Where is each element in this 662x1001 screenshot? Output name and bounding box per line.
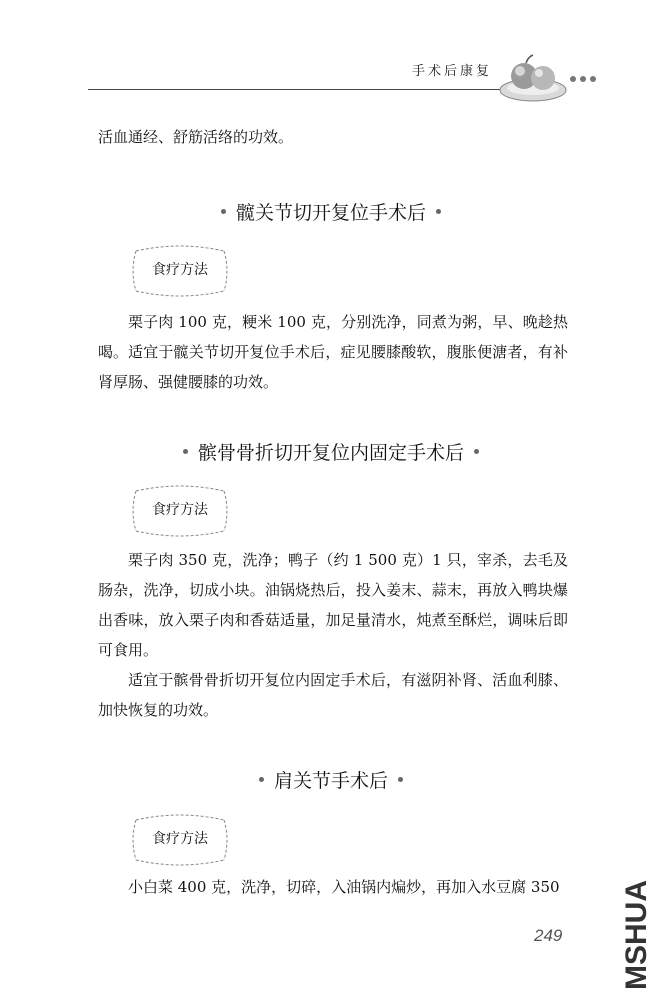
bullet-icon — [221, 209, 226, 214]
svg-text:MSHUA: MSHUA — [619, 880, 653, 990]
section-patella-paragraph-2: 适宜于髌骨骨折切开复位内固定手术后，有滋阴补肾、活血利膝、加快恢复的功效。 — [98, 671, 568, 719]
watermark-logo — [618, 880, 658, 990]
bullet-icon — [398, 777, 403, 782]
section-title-text: 髋关节切开复位手术后 — [235, 202, 426, 224]
bullet-icon — [259, 777, 264, 782]
intro-paragraph: 活血通经、舒筋活络的功效。 — [98, 128, 294, 146]
section-hip-paragraph-2: 适宜于髋关节切开复位手术后，症见腰膝酸软，腹胀便溏者，有补肾厚肠、强健腰膝的功效。 — [98, 343, 568, 391]
page-number: 249 — [534, 926, 563, 945]
header-rule — [88, 89, 500, 90]
recipe-method-label-box — [130, 812, 230, 868]
section-patella-paragraph-1: 栗子肉 350 克，洗净；鸭子（约 1 500 克）1 只，宰杀，去毛及肠杂，洗净，切成小块。油锅烧热后，投入姜末、蒜末，再放入鸭块爆出香味，放入栗子肉和香菇适量，加足量清水，炖煮至酥烂，调味后即可食用。 — [98, 551, 568, 659]
recipe-method-label-box — [130, 243, 230, 299]
apple-plate-icon — [498, 52, 568, 104]
section-hip-paragraph-1: 栗子肉 100 克，粳米 100 克，分别洗净，同煮为粥，早、晚趁热喝。 — [98, 313, 568, 361]
section-title-text: 肩关节手术后 — [273, 770, 388, 792]
running-header-title: 手术后康复 — [412, 64, 493, 79]
recipe-method-label-box — [130, 483, 230, 539]
bullet-icon — [474, 449, 479, 454]
bullet-icon — [436, 209, 441, 214]
section-shoulder-paragraph-1: 小白菜 400 克，洗净，切碎，入油锅内煸炒，再加入水豆腐 350 — [128, 878, 560, 896]
section-title-patella — [0, 438, 662, 465]
recipe-method-label: 食疗方法 — [152, 262, 208, 278]
recipe-method-label: 食疗方法 — [152, 831, 208, 847]
section-title-shoulder — [0, 766, 662, 793]
header-dots — [570, 76, 596, 82]
section-title-hip — [0, 198, 662, 225]
recipe-method-label: 食疗方法 — [152, 502, 208, 518]
section-title-text: 髌骨骨折切开复位内固定手术后 — [197, 442, 464, 464]
bullet-icon — [183, 449, 188, 454]
